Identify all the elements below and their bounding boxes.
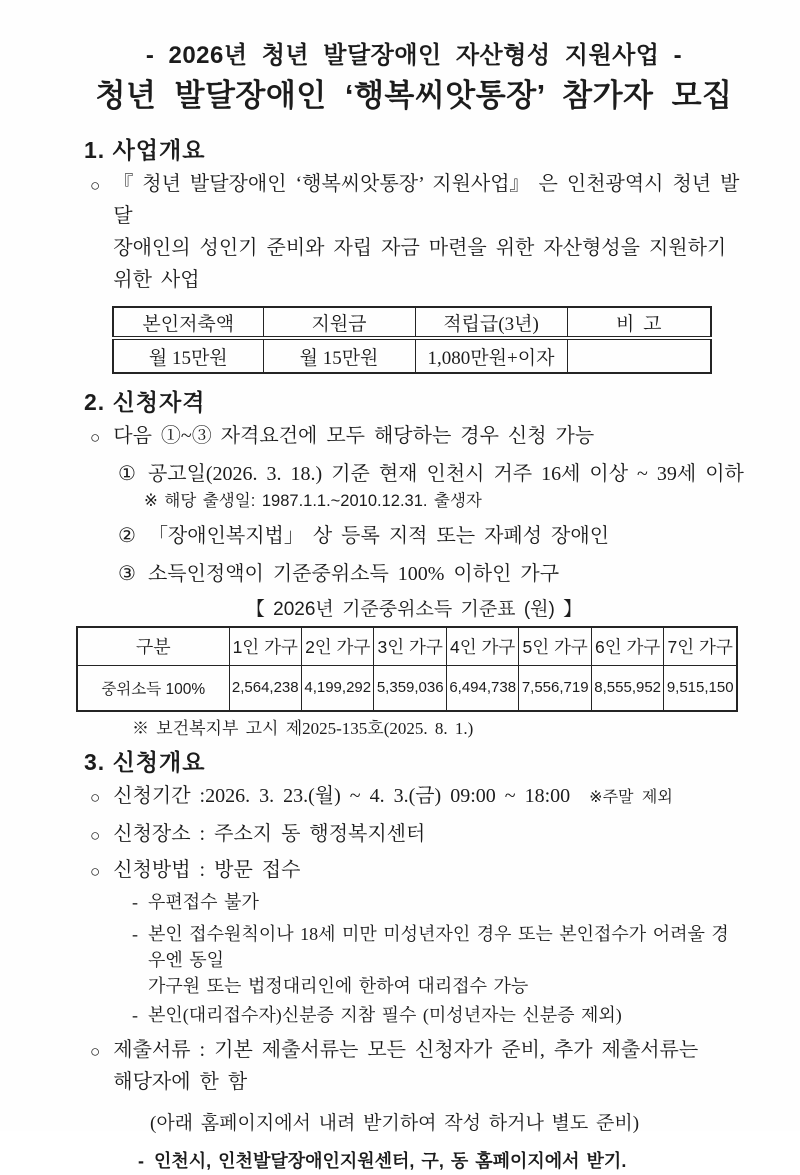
- eligibility-item-2: [118, 520, 744, 552]
- income-table-header-row: [77, 627, 737, 665]
- income-header-category: 구분: [77, 627, 229, 665]
- savings-header-remarks: 비 고: [567, 307, 711, 338]
- section-overview-heading: 1. 사업개요: [84, 137, 206, 163]
- method-subitem-id-text: 본인(대리접수자)신분증 지참 필수 (미성년자는 신분증 제외): [148, 1005, 622, 1025]
- income-value-7person: 9,515,150: [664, 665, 737, 711]
- income-header-2person: 2인 가구: [301, 627, 373, 665]
- eligibility-intro-text: 다음 ①~③ 자격요건에 모두 해당하는 경우 신청 가능: [113, 425, 595, 447]
- circle-bullet-marker: ○: [90, 176, 101, 195]
- method-subitem-id: [132, 1002, 744, 1028]
- required-documents-line1: 제출서류 : 기본 제출서류는 모든 신청자가 준비, 추가 제출서류는: [113, 1039, 699, 1061]
- savings-header-accumulated: 적립급(3년): [415, 307, 567, 338]
- eligibility-intro: [90, 420, 744, 452]
- section-application-heading: 3. 신청개요: [84, 749, 206, 775]
- section-overview: [84, 136, 744, 374]
- circle-bullet-marker: ○: [90, 1042, 101, 1061]
- section-eligibility-heading: 2. 신청자격: [84, 389, 206, 415]
- overview-paragraph: [90, 168, 744, 296]
- method-subitem-proxy-text: [148, 921, 744, 999]
- income-row-label: 중위소득 100%: [77, 665, 229, 711]
- method-subitem-no-mail-text: 우편접수 불가: [148, 892, 259, 912]
- eligibility-item-1-text: 공고일(2026. 3. 18.) 기준 현재 인천시 거주 16세 이상 ~ 39세 이하: [147, 463, 744, 485]
- documents-download-note: (아래 홈페이지에서 내려 받기하여 작성 하거나 별도 준비): [150, 1113, 640, 1134]
- method-subitem-proxy: [132, 921, 744, 999]
- income-value-1person: 2,564,238: [229, 665, 301, 711]
- required-documents: [90, 1034, 744, 1098]
- overview-paragraph-line1: 『 청년 발달장애인 ‘행복씨앗통장’ 지원사업』 은 인천광역시 청년 발달: [113, 173, 740, 227]
- application-place-text: 신청장소 : 주소지 동 행정복지센터: [113, 823, 426, 845]
- income-value-4person: 6,494,738: [446, 665, 518, 711]
- required-documents-line2: 해당자에 한 함: [113, 1071, 248, 1093]
- median-income-table: [76, 626, 738, 712]
- eligibility-item-2-text: 「장애인복지법」 상 등록 지적 또는 자폐성 장애인: [147, 525, 610, 547]
- document-header: [84, 40, 744, 118]
- savings-cell-remarks: [567, 338, 711, 373]
- dash-marker: -: [132, 1005, 138, 1025]
- circled-number-3: ③: [118, 563, 136, 585]
- income-header-3person: 3인 가구: [374, 627, 446, 665]
- application-period: [90, 780, 744, 814]
- eligibility-item-3: [118, 558, 744, 590]
- savings-header-subsidy: 지원금: [263, 307, 415, 338]
- download-sources-text: 인천시, 인천발달장애인지원센터, 구, 동 홈페이지에서 받기.: [154, 1151, 627, 1171]
- circled-number-1: ①: [118, 463, 136, 485]
- dash-marker: -: [132, 924, 138, 944]
- application-period-value: 신청기간 :2026. 3. 23.(월) ~ 4. 3.(금) 09:00 ~ 18:00: [113, 785, 571, 807]
- income-value-3person: 5,359,036: [374, 665, 446, 711]
- method-subitem-no-mail: [132, 889, 744, 915]
- section-eligibility: [84, 388, 744, 740]
- income-header-5person: 5인 가구: [519, 627, 591, 665]
- birthdate-note: ※ 해당 출생일: 1987.1.1.~2010.12.31. 출생자: [144, 492, 482, 510]
- income-table-caption: 【 2026년 기준중위소득 기준표 (원) 】: [245, 599, 583, 620]
- savings-header-own-savings: 본인저축액: [113, 307, 263, 338]
- application-place: [90, 818, 744, 850]
- circle-bullet-marker: ○: [90, 826, 101, 845]
- method-subitem-proxy-line1: 본인 접수원칙이나 18세 미만 미성년자인 경우 또는 본인접수가 어려울 경우엔 동일: [148, 924, 729, 970]
- income-value-5person: 7,556,719: [519, 665, 591, 711]
- application-period-text: [113, 780, 744, 814]
- section-application: [84, 748, 744, 1175]
- income-header-6person: 6인 가구: [591, 627, 663, 665]
- document-subtitle: - 2026년 청년 발달장애인 자산형성 지원사업 -: [145, 42, 683, 69]
- eligibility-item-1: [118, 458, 744, 490]
- savings-table-header-row: [113, 307, 711, 338]
- savings-table: [112, 306, 712, 374]
- dash-marker: -: [132, 892, 138, 912]
- weekend-excluded-note: ※주말 제외: [589, 789, 673, 806]
- application-method-text: 신청방법 : 방문 접수: [113, 859, 301, 881]
- document-title: 청년 발달장애인 ‘행복씨앗통장’ 참가자 모집: [95, 78, 733, 113]
- circled-number-2: ②: [118, 525, 136, 547]
- income-value-6person: 8,555,952: [591, 665, 663, 711]
- savings-cell-accumulated: 1,080만원+이자: [415, 338, 567, 373]
- income-value-2person: 4,199,292: [301, 665, 373, 711]
- income-header-4person: 4인 가구: [446, 627, 518, 665]
- download-sources: [138, 1148, 744, 1175]
- income-table-data-row: [77, 665, 737, 711]
- overview-paragraph-line2: 장애인의 성인기 준비와 자립 자금 마련을 위한 자산형성을 지원하기 위한 사업: [113, 237, 727, 291]
- circle-bullet-marker: ○: [90, 428, 101, 447]
- income-header-7person: 7인 가구: [664, 627, 737, 665]
- income-header-1person: 1인 가구: [229, 627, 301, 665]
- savings-table-data-row: [113, 338, 711, 373]
- required-documents-text: [113, 1034, 744, 1098]
- circle-bullet-marker: ○: [90, 788, 101, 807]
- eligibility-item-3-text: 소득인정액이 기준중위소득 100% 이하인 가구: [147, 563, 560, 585]
- method-subitem-proxy-line2: 가구원 또는 법정대리인에 한하여 대리접수 가능: [148, 976, 529, 996]
- income-table-source-note: ※ 보건복지부 고시 제2025-135호(2025. 8. 1.): [132, 719, 474, 738]
- dash-marker: -: [138, 1151, 144, 1171]
- overview-paragraph-text: [113, 168, 744, 296]
- savings-cell-own-savings: 월 15만원: [113, 338, 263, 373]
- savings-cell-subsidy: 월 15만원: [263, 338, 415, 373]
- circle-bullet-marker: ○: [90, 862, 101, 881]
- application-method: [90, 854, 744, 886]
